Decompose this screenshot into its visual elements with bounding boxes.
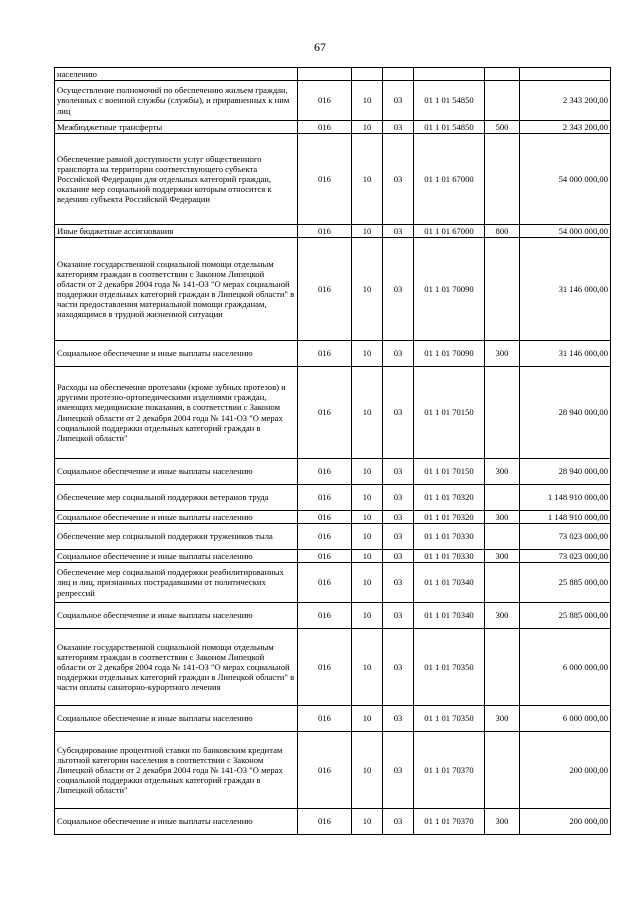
ministry-code-cell: 016 xyxy=(298,629,352,706)
subsection-code-cell: 03 xyxy=(383,225,414,238)
amount-cell: 200 000,00 xyxy=(520,809,611,835)
target-item-code-cell: 01 1 01 70150 xyxy=(414,367,485,459)
ministry-code-cell xyxy=(298,68,352,81)
expense-type-code-cell: 300 xyxy=(485,511,520,524)
subsection-code-cell: 03 xyxy=(383,603,414,629)
section-code-cell: 10 xyxy=(352,238,383,341)
expense-name-cell: Социальное обеспечение и иные выплаты населению xyxy=(55,706,298,732)
target-item-code-cell xyxy=(414,68,485,81)
section-code-cell: 10 xyxy=(352,485,383,511)
page-number: 67 xyxy=(314,40,326,54)
target-item-code-cell: 01 1 01 54850 xyxy=(414,121,485,134)
subsection-code-cell: 03 xyxy=(383,81,414,121)
subsection-code-cell: 03 xyxy=(383,809,414,835)
table-row xyxy=(55,459,611,485)
section-code-cell: 10 xyxy=(352,511,383,524)
ministry-code-cell: 016 xyxy=(298,563,352,603)
expense-name-cell: Иные бюджетные ассигнования xyxy=(55,225,298,238)
expense-type-code-cell: 800 xyxy=(485,225,520,238)
table-row xyxy=(55,732,611,809)
ministry-code-cell: 016 xyxy=(298,524,352,550)
subsection-code-cell: 03 xyxy=(383,511,414,524)
amount-cell: 25 885 000,00 xyxy=(520,563,611,603)
target-item-code-cell: 01 1 01 70350 xyxy=(414,629,485,706)
ministry-code-cell: 016 xyxy=(298,511,352,524)
subsection-code-cell: 03 xyxy=(383,134,414,225)
expense-type-code-cell: 300 xyxy=(485,706,520,732)
subsection-code-cell: 03 xyxy=(383,459,414,485)
table-row xyxy=(55,550,611,563)
section-code-cell: 10 xyxy=(352,629,383,706)
expense-type-code-cell: 300 xyxy=(485,341,520,367)
target-item-code-cell: 01 1 01 67000 xyxy=(414,225,485,238)
expense-type-code-cell xyxy=(485,563,520,603)
expense-name-cell: Социальное обеспечение и иные выплаты населению xyxy=(55,511,298,524)
amount-cell: 6 000 000,00 xyxy=(520,706,611,732)
expense-name-cell: Социальное обеспечение и иные выплаты населению xyxy=(55,809,298,835)
target-item-code-cell: 01 1 01 70350 xyxy=(414,706,485,732)
target-item-code-cell: 01 1 01 70320 xyxy=(414,485,485,511)
table-row xyxy=(55,629,611,706)
expense-name-cell: Обеспечение мер социальной поддержки реабилитированных лиц и лиц, признанных пострадавшими от политических репрессий xyxy=(55,563,298,603)
table-row xyxy=(55,225,611,238)
ministry-code-cell: 016 xyxy=(298,238,352,341)
ministry-code-cell: 016 xyxy=(298,550,352,563)
table-row xyxy=(55,603,611,629)
table-row xyxy=(55,341,611,367)
section-code-cell: 10 xyxy=(352,225,383,238)
expense-name-cell: Обеспечение равной доступности услуг общественного транспорта на территории соответствующего субъекта Российской Федерации для отдельных категорий граждан, оказание мер социальной поддержки которым относится к ведению субъекта Российской Федерации xyxy=(55,134,298,225)
expense-type-code-cell xyxy=(485,732,520,809)
section-code-cell xyxy=(352,68,383,81)
expense-name-cell: Оказание государственной социальной помощи отдельным категориям граждан в соответствии с Законом Липецкой области от 2 декабря 2004 года № 141-ОЗ "О мерах социальной поддержки отдельных категорий граждан в Липецкой области" в части предоставления материальной помощи гражданам, находящимся в трудной жизненной ситуации xyxy=(55,238,298,341)
section-code-cell: 10 xyxy=(352,706,383,732)
section-code-cell: 10 xyxy=(352,550,383,563)
subsection-code-cell: 03 xyxy=(383,341,414,367)
target-item-code-cell: 01 1 01 70370 xyxy=(414,809,485,835)
ministry-code-cell: 016 xyxy=(298,225,352,238)
amount-cell: 28 940 000,00 xyxy=(520,459,611,485)
expense-type-code-cell: 500 xyxy=(485,121,520,134)
ministry-code-cell: 016 xyxy=(298,459,352,485)
amount-cell: 1 148 910 000,00 xyxy=(520,485,611,511)
expense-name-cell: Межбюджетные трансферты xyxy=(55,121,298,134)
target-item-code-cell: 01 1 01 67000 xyxy=(414,134,485,225)
amount-cell: 73 023 000,00 xyxy=(520,524,611,550)
target-item-code-cell: 01 1 01 70150 xyxy=(414,459,485,485)
table-row xyxy=(55,563,611,603)
ministry-code-cell: 016 xyxy=(298,81,352,121)
table-row xyxy=(55,809,611,835)
expense-name-cell: Субсидирование процентной ставки по банковским кредитам льготной категории населения в соответствии с Законом Липецкой области от 2 декабря 2004 года № 141-ОЗ "О мерах социальной поддержки отдельных категорий граждан в Липецкой области" xyxy=(55,732,298,809)
subsection-code-cell: 03 xyxy=(383,563,414,603)
expense-name-cell: Обеспечение мер социальной поддержки ветеранов труда xyxy=(55,485,298,511)
amount-cell: 28 940 000,00 xyxy=(520,367,611,459)
section-code-cell: 10 xyxy=(352,341,383,367)
expense-name-cell: Социальное обеспечение и иные выплаты населению xyxy=(55,341,298,367)
ministry-code-cell: 016 xyxy=(298,809,352,835)
amount-cell xyxy=(520,68,611,81)
target-item-code-cell: 01 1 01 70330 xyxy=(414,524,485,550)
expense-type-code-cell: 300 xyxy=(485,603,520,629)
amount-cell: 6 000 000,00 xyxy=(520,629,611,706)
ministry-code-cell: 016 xyxy=(298,732,352,809)
section-code-cell: 10 xyxy=(352,809,383,835)
expense-name-cell: Социальное обеспечение и иные выплаты населению xyxy=(55,603,298,629)
subsection-code-cell: 03 xyxy=(383,732,414,809)
amount-cell: 31 146 000,00 xyxy=(520,238,611,341)
section-code-cell: 10 xyxy=(352,603,383,629)
section-code-cell: 10 xyxy=(352,524,383,550)
expense-type-code-cell xyxy=(485,485,520,511)
expense-type-code-cell xyxy=(485,238,520,341)
ministry-code-cell: 016 xyxy=(298,341,352,367)
subsection-code-cell: 03 xyxy=(383,706,414,732)
expense-type-code-cell: 300 xyxy=(485,809,520,835)
expense-name-cell: Оказание государственной социальной помощи отдельным категориям граждан в соответствии с Законом Липецкой области от 2 декабря 2004 года № 141-ОЗ "О мерах социальной поддержки отдельных категорий граждан в Липецкой области" в части оплаты санаторно-курортного лечения xyxy=(55,629,298,706)
expense-type-code-cell xyxy=(485,524,520,550)
target-item-code-cell: 01 1 01 70340 xyxy=(414,563,485,603)
table-row xyxy=(55,524,611,550)
amount-cell: 1 148 910 000,00 xyxy=(520,511,611,524)
table-row xyxy=(55,511,611,524)
expense-type-code-cell xyxy=(485,81,520,121)
ministry-code-cell: 016 xyxy=(298,485,352,511)
section-code-cell: 10 xyxy=(352,367,383,459)
table-row xyxy=(55,367,611,459)
target-item-code-cell: 01 1 01 70090 xyxy=(414,341,485,367)
ministry-code-cell: 016 xyxy=(298,603,352,629)
ministry-code-cell: 016 xyxy=(298,134,352,225)
table-row xyxy=(55,238,611,341)
target-item-code-cell: 01 1 01 70370 xyxy=(414,732,485,809)
subsection-code-cell: 03 xyxy=(383,238,414,341)
budget-table-body xyxy=(55,68,611,835)
subsection-code-cell xyxy=(383,68,414,81)
budget-table xyxy=(54,67,611,835)
table-row xyxy=(55,121,611,134)
expense-name-cell: Социальное обеспечение и иные выплаты населению xyxy=(55,459,298,485)
amount-cell: 54 000 000,00 xyxy=(520,225,611,238)
target-item-code-cell: 01 1 01 70090 xyxy=(414,238,485,341)
expense-type-code-cell xyxy=(485,68,520,81)
amount-cell: 31 146 000,00 xyxy=(520,341,611,367)
expense-name-cell: Расходы на обеспечение протезами (кроме зубных протезов) и другими протезно-ортопедическими изделиями граждан, имеющих медицинские показания, в соответствии с Законом Липецкой области от 2 декабря 2004 года № 141-ОЗ "О мерах социальной поддержки отдельных категорий граждан в Липецкой области" xyxy=(55,367,298,459)
amount-cell: 25 885 000,00 xyxy=(520,603,611,629)
ministry-code-cell: 016 xyxy=(298,367,352,459)
expense-type-code-cell xyxy=(485,134,520,225)
table-row xyxy=(55,706,611,732)
expense-name-cell: Социальное обеспечение и иные выплаты населению xyxy=(55,550,298,563)
subsection-code-cell: 03 xyxy=(383,485,414,511)
amount-cell: 73 023 000,00 xyxy=(520,550,611,563)
expense-type-code-cell xyxy=(485,367,520,459)
ministry-code-cell: 016 xyxy=(298,121,352,134)
expense-name-cell: населению xyxy=(55,68,298,81)
amount-cell: 2 343 200,00 xyxy=(520,121,611,134)
section-code-cell: 10 xyxy=(352,121,383,134)
section-code-cell: 10 xyxy=(352,459,383,485)
section-code-cell: 10 xyxy=(352,134,383,225)
expense-type-code-cell: 300 xyxy=(485,550,520,563)
ministry-code-cell: 016 xyxy=(298,706,352,732)
target-item-code-cell: 01 1 01 70340 xyxy=(414,603,485,629)
table-row xyxy=(55,81,611,121)
amount-cell: 2 343 200,00 xyxy=(520,81,611,121)
expense-name-cell: Обеспечение мер социальной поддержки тружеников тыла xyxy=(55,524,298,550)
expense-type-code-cell: 300 xyxy=(485,459,520,485)
amount-cell: 200 000,00 xyxy=(520,732,611,809)
target-item-code-cell: 01 1 01 54850 xyxy=(414,81,485,121)
expense-type-code-cell xyxy=(485,629,520,706)
subsection-code-cell: 03 xyxy=(383,550,414,563)
table-row xyxy=(55,134,611,225)
expense-name-cell: Осуществление полномочий по обеспечению жильем граждан, уволенных с военной службы (службы), и приравненных к ним лиц xyxy=(55,81,298,121)
subsection-code-cell: 03 xyxy=(383,367,414,459)
section-code-cell: 10 xyxy=(352,81,383,121)
section-code-cell: 10 xyxy=(352,732,383,809)
table-row xyxy=(55,68,611,81)
section-code-cell: 10 xyxy=(352,563,383,603)
subsection-code-cell: 03 xyxy=(383,121,414,134)
target-item-code-cell: 01 1 01 70320 xyxy=(414,511,485,524)
amount-cell: 54 000 000,00 xyxy=(520,134,611,225)
subsection-code-cell: 03 xyxy=(383,629,414,706)
subsection-code-cell: 03 xyxy=(383,524,414,550)
target-item-code-cell: 01 1 01 70330 xyxy=(414,550,485,563)
table-row xyxy=(55,485,611,511)
